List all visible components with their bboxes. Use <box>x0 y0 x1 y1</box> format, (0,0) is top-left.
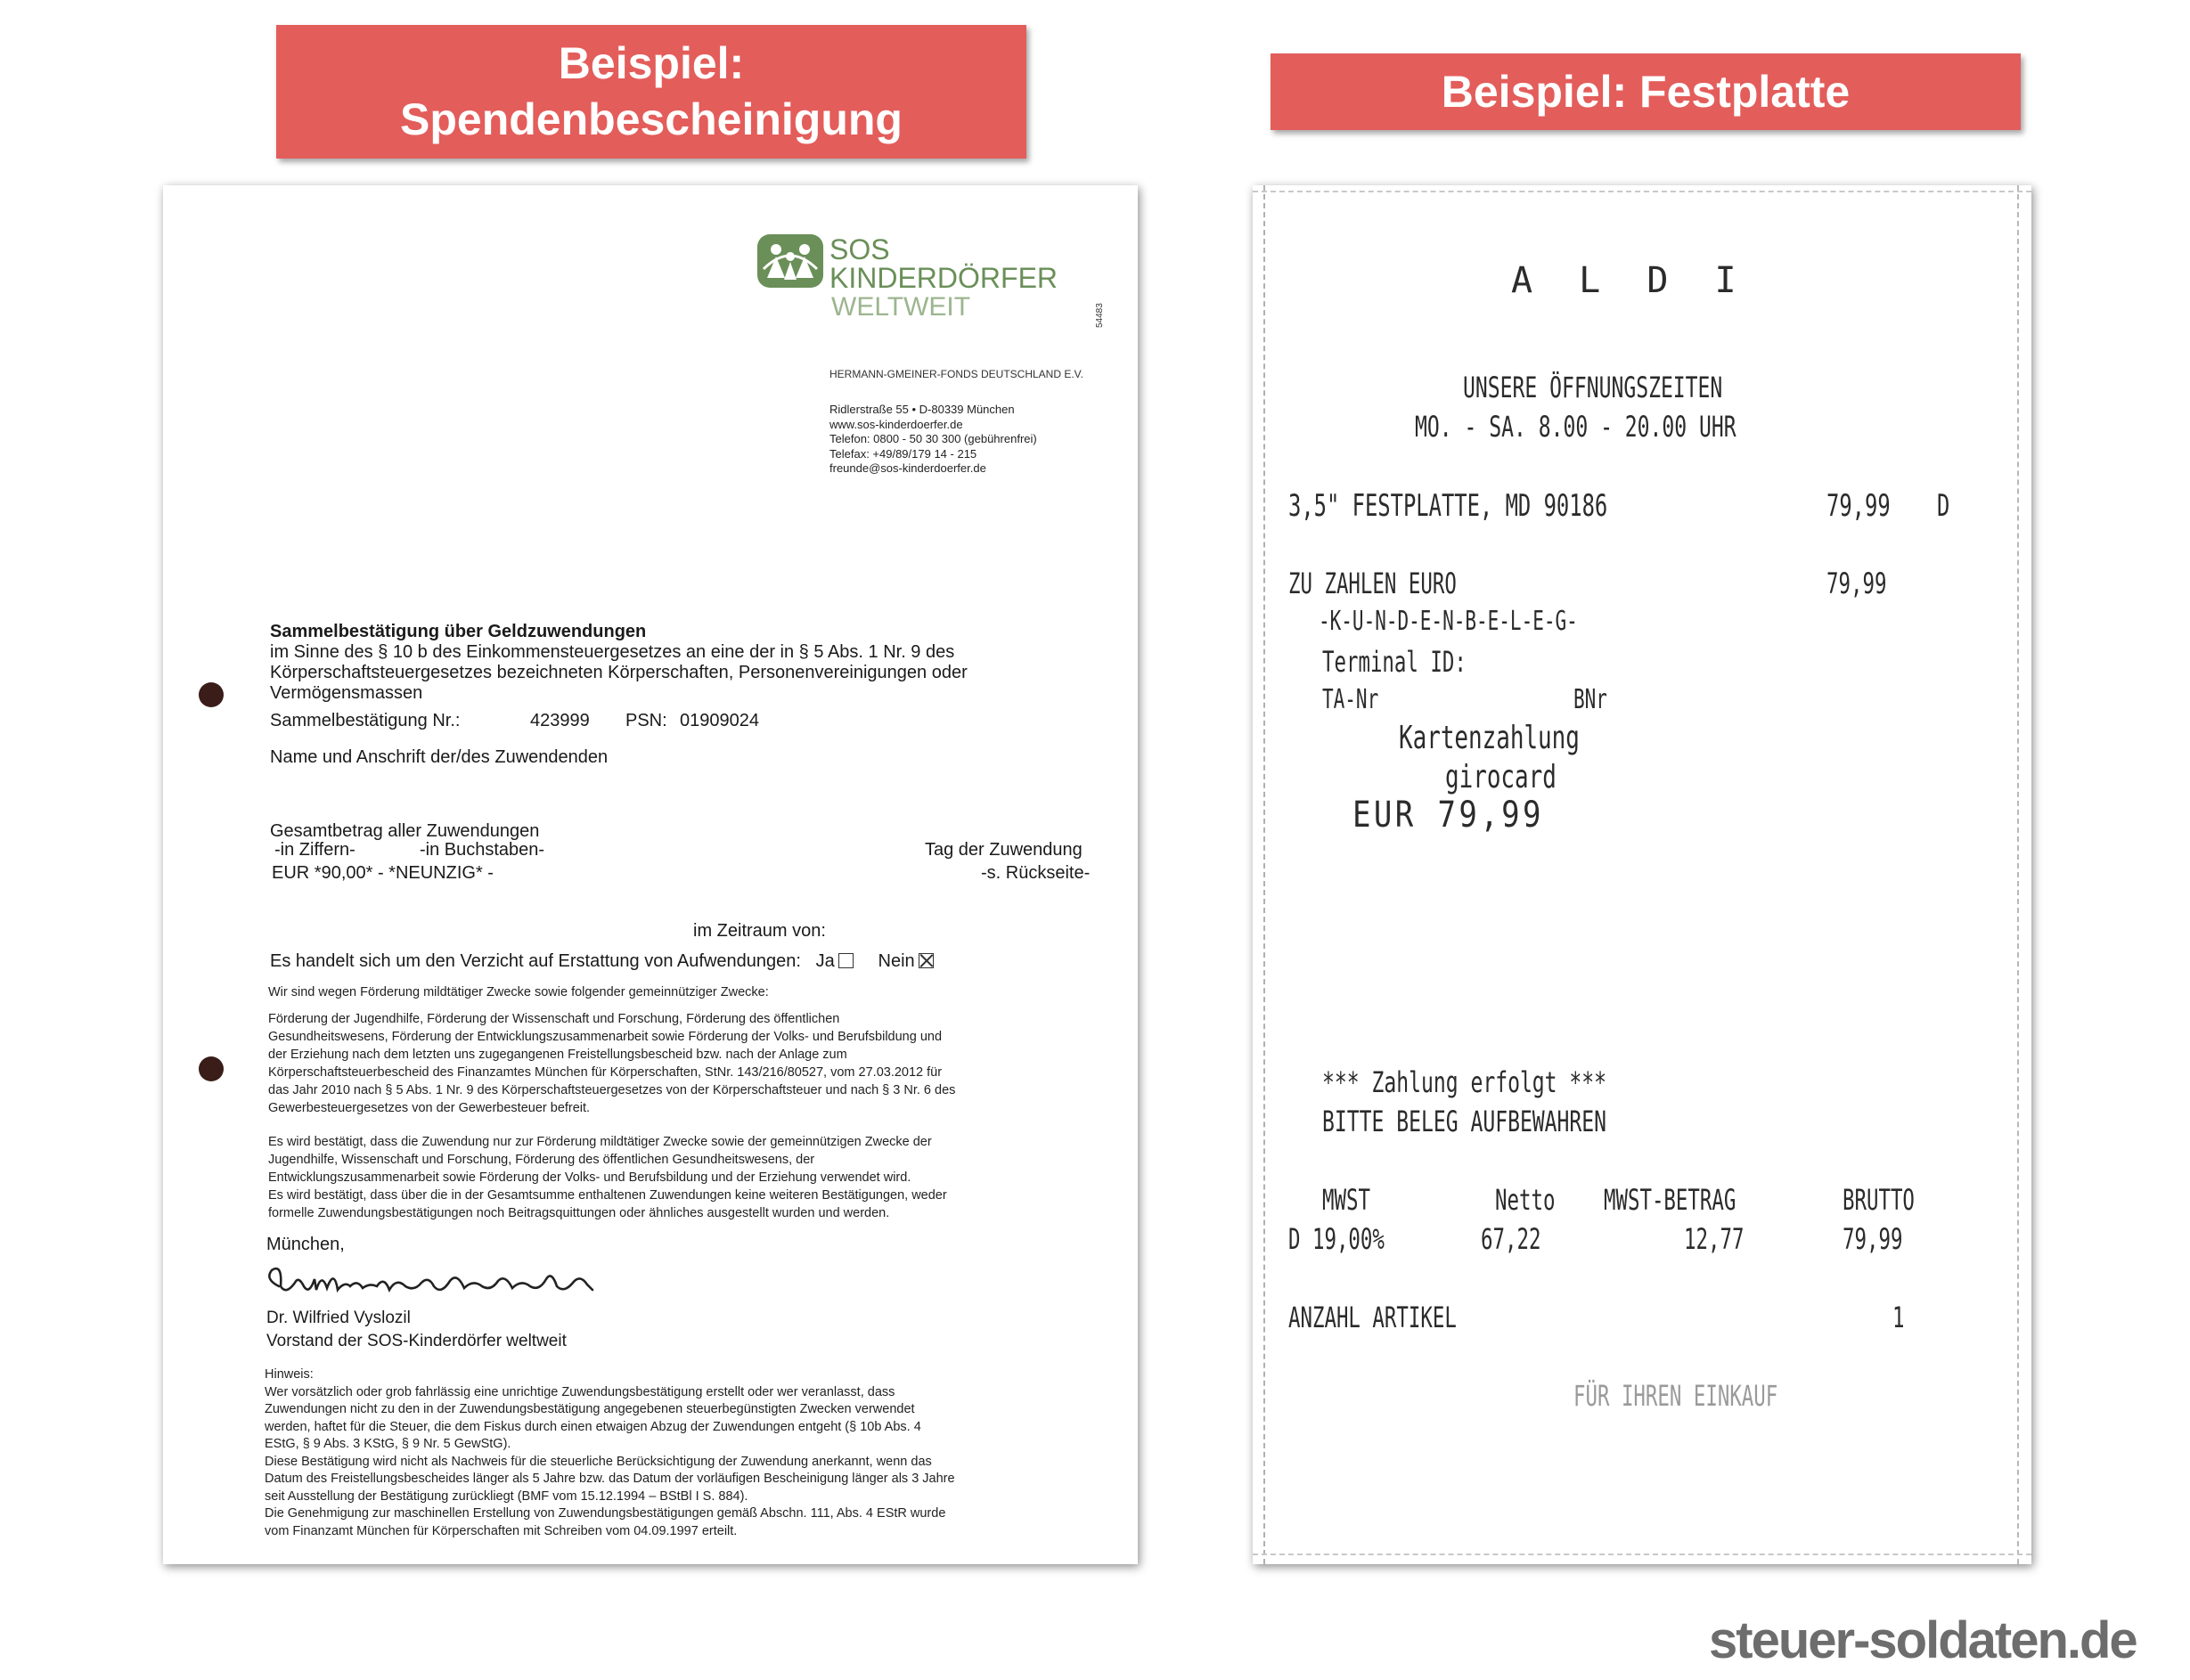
certificate-number-label: Sammelbestätigung Nr.: <box>270 711 461 730</box>
receipt-thanks: FÜR IHREN EINKAUF <box>1573 1379 1778 1413</box>
address-line: freunde@sos-kinderdoerfer.de <box>829 461 986 475</box>
note-line: Zuwendungen nicht zu den in der Zuwendungsbestätigung angegebenen steuerbegünstigten Zwecken verwendet <box>265 1402 915 1416</box>
receipt-card-type: girocard <box>1445 759 1557 795</box>
city: München, <box>266 1235 345 1254</box>
receipt-edge <box>1253 191 2031 192</box>
purpose-details <box>268 1010 1070 1117</box>
waiver-text: Es handelt sich um den Verzicht auf Erstattung von Aufwendungen: <box>270 951 801 971</box>
confirmation-text <box>268 1133 1070 1222</box>
receipt-article-count-label: ANZAHL ARTIKEL <box>1288 1301 1457 1334</box>
receipt-total-label: ZU ZAHLEN EURO <box>1288 567 1457 600</box>
receipt-tax-brutto: 79,99 <box>1843 1222 1903 1256</box>
note-line: Diese Bestätigung wird nicht als Nachweis für die steuerliche Berücksichtigung der Zuwendung anerkannt, wenn das <box>265 1454 932 1469</box>
org-name: HERMANN-GMEINER-FONDS DEUTSCHLAND E.V. <box>829 368 1083 380</box>
confirmation-line: Entwicklungszusammenarbeit sowie Förderung der Volks- und Berufsbildung und der Erziehung verwendet wird. <box>268 1170 911 1185</box>
note-line: werden, haftet für die Steuer, die dem Fiskus durch einen etwaigen Abzug der Zuwendungen entgeht (§ 10b Abs. 4 <box>265 1419 921 1434</box>
receipt-tax-header-netto: Netto <box>1495 1183 1556 1217</box>
certificate-intro <box>270 622 1072 704</box>
intro-line: im Sinne des § 10 b des Einkommensteuergesetzes an eine der in § 5 Abs. 1 Nr. 9 des <box>270 642 955 662</box>
punch-hole <box>199 682 224 707</box>
words-label: -in Buchstaben- <box>420 840 545 860</box>
confirmation-line: Jugendhilfe, Wissenschaft und Forschung, Förderung des öffentlichen Gesundheitswesens, der <box>268 1153 815 1167</box>
banner-left-line2: Spendenbescheinigung <box>400 94 903 144</box>
note-line: Die Genehmigung zur maschinellen Erstellung von Zuwendungsbestätigungen gemäß Abschn. 111, Abs. 4 EStR wurde <box>265 1506 946 1521</box>
intro-line: Körperschaftsteuergesetzes bezeichneten Körperschaften, Personenvereinigungen oder <box>270 663 968 682</box>
note-line: Wer vorsätzlich oder grob fahrlässig eine unrichtige Zuwendungsbestätigung erstellt oder wer veranlasst, dass <box>265 1384 895 1399</box>
receipt-tax-netto: 67,22 <box>1481 1222 1541 1256</box>
receipt-tax-header-brutto: BRUTTO <box>1843 1183 1915 1217</box>
certificate-title: Sammelbestätigung über Geldzuwendungen <box>270 622 647 641</box>
receipt-hours: MO. - SA. 8.00 - 20.00 UHR <box>1415 410 1736 444</box>
receipt-article-count: 1 <box>1892 1301 1905 1334</box>
address-line: Telefax: +49/89/179 14 - 215 <box>829 446 977 461</box>
side-number: 54483 <box>1095 303 1105 328</box>
confirmation-line: Es wird bestätigt, dass die Zuwendung nur zur Förderung mildtätiger Zwecke sowie der gemeinnützigen Zwecke der <box>268 1135 932 1149</box>
banner-example-harddrive: Beispiel: Festplatte <box>1271 53 2021 130</box>
confirmation-line: Es wird bestätigt, dass über die in der Gesamtsumme enthaltenen Zuwendungen keine weiteren Bestätigungen, weder <box>268 1188 947 1203</box>
logo-text-weltweit: WELTWEIT <box>831 292 971 322</box>
amount-line: EUR *90,00* - *NEUNZIG* - <box>272 863 494 883</box>
donation-certificate <box>163 185 1138 1564</box>
receipt-tax-header-amount: MWST-BETRAG <box>1604 1183 1736 1217</box>
address-line: www.sos-kinderdoerfer.de <box>829 417 963 431</box>
checkbox-yes <box>838 953 854 968</box>
intro-line: Vermögensmassen <box>270 683 423 703</box>
note-line: vom Finanzamt München für Körperschaften mit Schreiben vom 04.09.1997 erteilt. <box>265 1523 738 1538</box>
legal-note <box>265 1366 1066 1540</box>
psn-value: 01909024 <box>680 711 759 730</box>
logo-text-sos: SOS <box>829 233 890 265</box>
receipt-hours-title: UNSERE ÖFFNUNGSZEITEN <box>1463 371 1723 404</box>
address-line: Telefon: 0800 - 50 30 300 (gebührenfrei) <box>829 432 1037 445</box>
confirmation-line: formelle Zuwendungsbestätigungen noch Beitragsquittungen oder ähnliches ausgestellt wurden und werden. <box>268 1206 890 1220</box>
certificate-number: 423999 <box>530 711 590 730</box>
no-label: Nein <box>878 951 915 971</box>
receipt-store-name: A L D I <box>1511 260 1749 301</box>
signer-name: Dr. Wilfried Vyslozil <box>266 1309 411 1327</box>
receipt-edge <box>1263 185 1265 1564</box>
brand-logo: steuer-soldaten.de <box>1709 1611 2137 1669</box>
purpose-detail-line: Förderung der Jugendhilfe, Förderung der Wissenschaft und Forschung, Förderung des öffentlichen <box>268 1012 840 1026</box>
receipt-ta-nr: TA-Nr <box>1322 684 1379 715</box>
receipt-keep-note: BITTE BELEG AUFBEWAHREN <box>1322 1105 1607 1138</box>
note-title: Hinweis: <box>265 1367 314 1382</box>
org-address <box>829 403 1037 477</box>
receipt-customer-copy: -K-U-N-D-E-N-B-E-L-E-G- <box>1319 606 1578 637</box>
purpose-detail-line: Körperschaftsteuerbescheid des Finanzamtes München für Körperschaften, StNr. 143/216/80527, vom 27.03.2012 für <box>268 1065 943 1080</box>
note-line: Datum des Freistellungsbescheides länger als 5 Jahre bzw. das Datum der vorläufigen Bescheinigung länger als 3 Jahre <box>265 1472 955 1486</box>
receipt-item-name: 3,5" FESTPLATTE, MD 90186 <box>1288 488 1608 524</box>
receipt-item-price: 79,99 <box>1826 488 1891 524</box>
psn-label: PSN: <box>625 711 667 730</box>
receipt-tax-amount: 12,77 <box>1684 1222 1745 1256</box>
receipt-item-tax-code: D <box>1937 488 1950 524</box>
receipt-tax-header-mwst: MWST <box>1322 1183 1370 1217</box>
receipt-total-value: 79,99 <box>1826 567 1887 600</box>
receipt-edge <box>2017 185 2019 1564</box>
signature-icon <box>263 1260 637 1306</box>
purpose-detail-line: das Jahr 2010 nach § 5 Abs. 1 Nr. 9 des Körperschaftsteuergesetzes von der Körperschaftsteuer und nach § 3 Nr. 6 des <box>268 1083 956 1097</box>
purpose-detail-line: Gewerbesteuergesetzes von der Gewerbesteuer befreit. <box>268 1101 591 1115</box>
receipt-edge <box>1253 1554 2031 1555</box>
sos-logo-icon <box>756 233 824 289</box>
note-line: seit Ausstellung der Bestätigung zurückliegt (BMF vom 15.12.1994 – BStBl I S. 884). <box>265 1488 748 1504</box>
receipt-tax-rate: D 19,00% <box>1288 1222 1385 1256</box>
receipt-b-nr: BNr <box>1573 684 1607 715</box>
date-value: -s. Rückseite- <box>981 863 1091 883</box>
note-line: EStG, § 9 Abs. 3 KStG, § 9 Nr. 5 GewStG). <box>265 1437 511 1451</box>
waiver-row <box>270 951 934 972</box>
receipt-terminal-id: Terminal ID: <box>1322 645 1467 679</box>
aldi-receipt <box>1253 185 2031 1564</box>
purpose-detail-line: der Erziehung nach dem letzten uns zugegangenen Freistellungsbescheid bzw. nach der Anlage zum <box>268 1048 847 1062</box>
banner-example-donation <box>276 25 1026 159</box>
donor-label: Name und Anschrift der/des Zuwendenden <box>270 747 609 767</box>
signer-role: Vorstand der SOS-Kinderdörfer weltweit <box>266 1332 567 1350</box>
logo-text-kinderdoerfer: KINDERDÖRFER <box>829 262 1058 294</box>
total-label: Gesamtbetrag aller Zuwendungen <box>270 821 540 841</box>
period-label: im Zeitraum von: <box>693 921 826 941</box>
punch-hole <box>199 1056 224 1081</box>
yes-label: Ja <box>815 951 835 971</box>
checkbox-no-checked <box>919 953 934 968</box>
digits-label: -in Ziffern- <box>274 840 355 860</box>
date-label: Tag der Zuwendung <box>925 840 1083 860</box>
banner-left-line1: Beispiel: <box>558 38 745 88</box>
purpose-line: Wir sind wegen Förderung mildtätiger Zwecke sowie folgender gemeinnütziger Zwecke: <box>268 985 769 999</box>
receipt-payment-method: Kartenzahlung <box>1399 720 1580 756</box>
address-line: Ridlerstraße 55 • D-80339 München <box>829 403 1015 416</box>
purpose-detail-line: Gesundheitswesens, Förderung der Entwicklungszusammenarbeit sowie Förderung der Volks- und Berufsbildung und <box>268 1030 943 1044</box>
receipt-payment-done: *** Zahlung erfolgt *** <box>1322 1065 1607 1099</box>
receipt-eur-amount: EUR 79,99 <box>1352 795 1544 836</box>
